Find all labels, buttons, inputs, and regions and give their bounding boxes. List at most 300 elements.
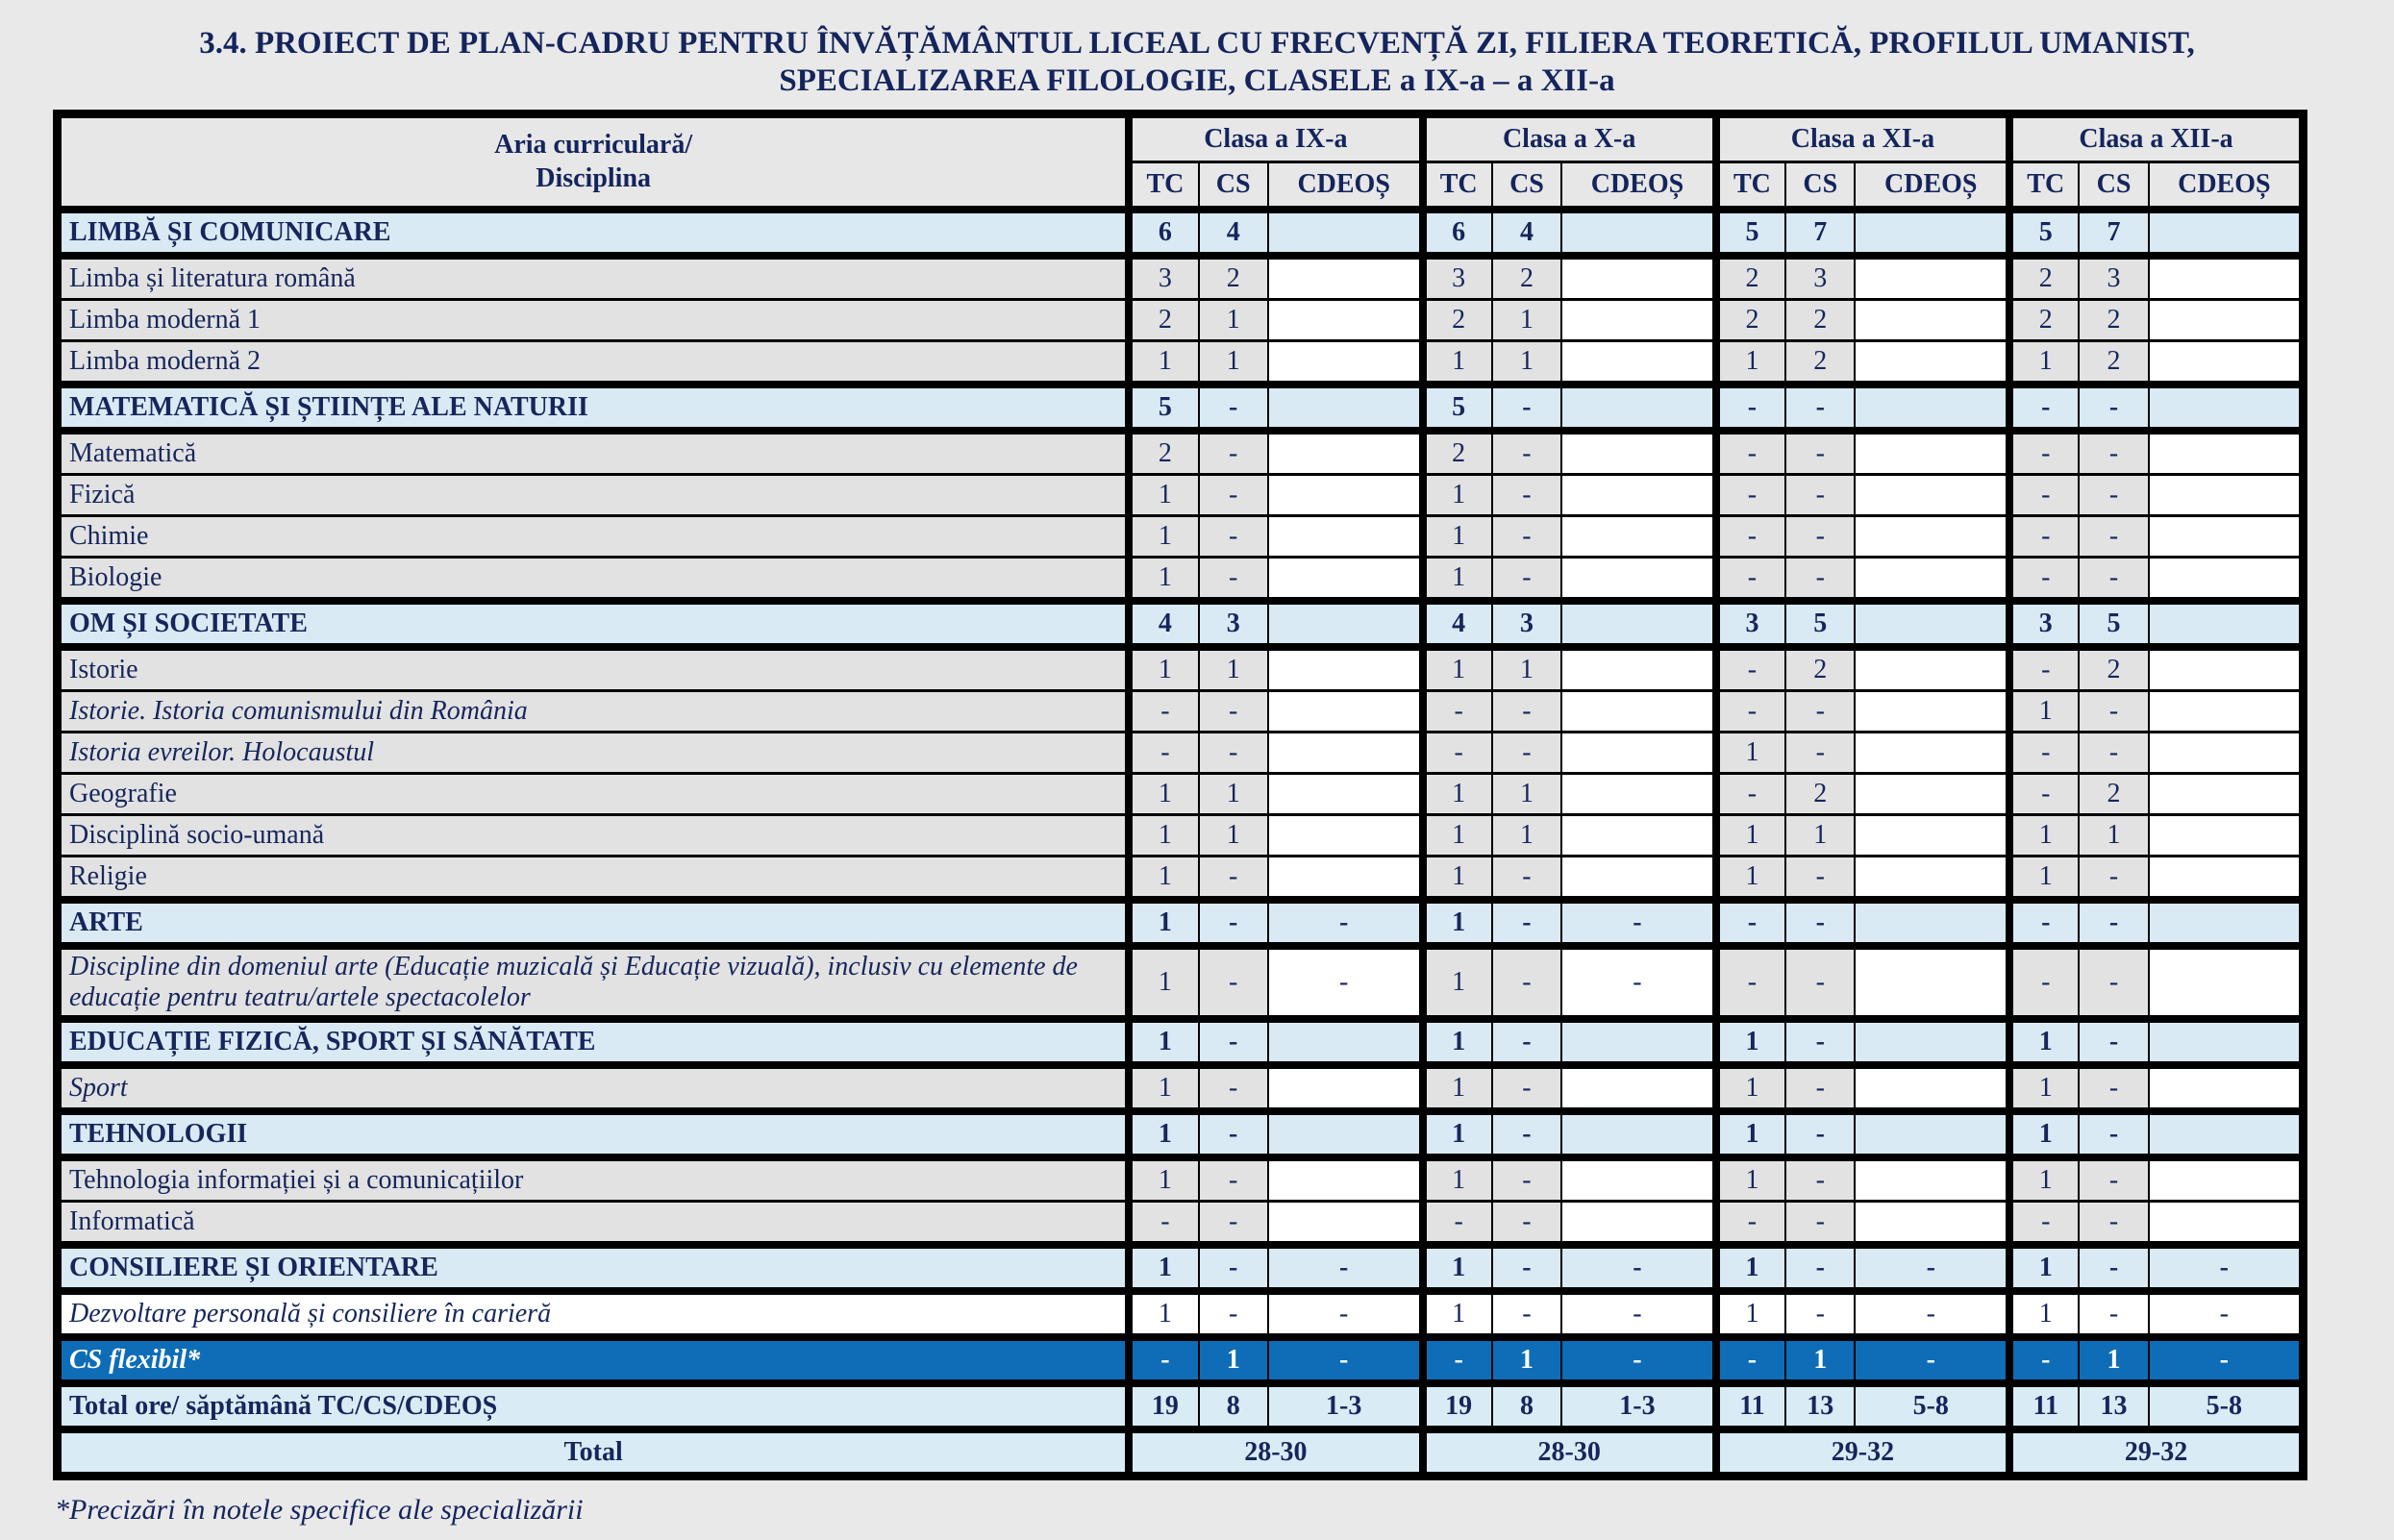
row-label: Limba modernă 2 (58, 340, 1130, 385)
row-label: Istorie. Istoria comunismului din România (58, 690, 1130, 732)
table-row (58, 515, 2304, 557)
cell-cdeos (1561, 1019, 1716, 1065)
table-row (58, 900, 2304, 946)
cell-cdeos (2149, 515, 2304, 557)
cell-cdeos (1855, 557, 2009, 601)
cell-tc: 2 (1423, 431, 1492, 475)
cell-cs: 5 (2079, 601, 2148, 647)
table-row (58, 773, 2304, 814)
cell-cdeos (2149, 773, 2304, 814)
cell-cs: - (1199, 1157, 1268, 1202)
cell-cdeos (1855, 1201, 2009, 1245)
cell-cdeos (2149, 647, 2304, 691)
cell-cs: - (1199, 856, 1268, 900)
cell-cdeos (1855, 210, 2009, 256)
cell-tc: - (1716, 474, 1785, 515)
cell-cs: - (2079, 557, 2148, 601)
cell-tc: 1 (1716, 1111, 1785, 1157)
cell-tc: 1 (1129, 946, 1198, 1019)
table-row (58, 474, 2304, 515)
cell-cs: - (1199, 1245, 1268, 1291)
cell-cs: - (1492, 1245, 1561, 1291)
cell-cs: - (1785, 1291, 1855, 1337)
cell-cdeos (1561, 1157, 1716, 1202)
cell-cs: - (1785, 1157, 1855, 1202)
row-label: Chimie (58, 515, 1130, 557)
cell-tc: - (1423, 1201, 1492, 1245)
cell-tc: 1 (1716, 1019, 1785, 1065)
cell-cdeos: - (2149, 1291, 2304, 1337)
cell-cdeos (1561, 210, 1716, 256)
cell-cs: - (1785, 856, 1855, 900)
cell-tc: 2 (1423, 299, 1492, 340)
cell-cdeos: - (1268, 1337, 1423, 1383)
row-label: CS flexibil* (58, 1337, 1130, 1383)
cell-tc: 5 (1423, 385, 1492, 431)
cell-tc: - (1716, 1201, 1785, 1245)
cell-cdeos: - (1855, 1291, 2009, 1337)
cell-total: 28-30 (1423, 1429, 1716, 1477)
cell-cs: - (1492, 515, 1561, 557)
cell-total: 29-32 (2009, 1429, 2303, 1477)
cell-tc: 1 (2009, 856, 2079, 900)
cell-tc: 1 (1716, 814, 1785, 856)
cell-cs: 1 (1785, 1337, 1855, 1383)
cell-tc: 1 (1716, 1245, 1785, 1291)
table-row (58, 1201, 2304, 1245)
cell-tc: 1 (2009, 690, 2079, 732)
cell-cdeos (1268, 1157, 1423, 1202)
cell-tc: 1 (1716, 1157, 1785, 1202)
cell-cs: - (1492, 900, 1561, 946)
cell-tc: 3 (1129, 256, 1198, 300)
cell-tc: 1 (1423, 647, 1492, 691)
cell-cdeos (1268, 732, 1423, 773)
cell-tc: 2 (1716, 299, 1785, 340)
cell-tc: 19 (1423, 1383, 1492, 1429)
cell-tc: 1 (1129, 773, 1198, 814)
cell-tc: - (1716, 385, 1785, 431)
cell-cdeos (1855, 773, 2009, 814)
cell-cdeos (1855, 690, 2009, 732)
cell-tc: 6 (1423, 210, 1492, 256)
cell-tc: - (1129, 1201, 1198, 1245)
cell-cs: - (1492, 690, 1561, 732)
cell-cs: - (2079, 1019, 2148, 1065)
cell-cs: - (1785, 1019, 1855, 1065)
cell-cs: - (1199, 1201, 1268, 1245)
cell-tc: - (2009, 900, 2079, 946)
cell-cs: - (1785, 431, 1855, 475)
cell-cs: 3 (2079, 256, 2148, 300)
header-subcol-tc: TC (1423, 161, 1492, 210)
cell-tc: - (2009, 946, 2079, 1019)
cell-tc: - (2009, 1201, 2079, 1245)
cell-cdeos (1855, 1157, 2009, 1202)
cell-cdeos (1561, 690, 1716, 732)
cell-cdeos (2149, 557, 2304, 601)
cell-tc: - (2009, 1337, 2079, 1383)
cell-cs: 1 (1492, 299, 1561, 340)
cell-cs: - (2079, 1291, 2148, 1337)
cell-cs: - (1199, 515, 1268, 557)
cell-tc: - (1716, 647, 1785, 691)
cell-tc: - (1716, 690, 1785, 732)
cell-cs: 2 (1785, 647, 1855, 691)
row-label: Sport (58, 1065, 1130, 1111)
cell-tc: 1 (1129, 1157, 1198, 1202)
row-label: Total ore/ săptămână TC/CS/CDEOȘ (58, 1383, 1130, 1429)
table-row (58, 340, 2304, 385)
cell-cs: - (2079, 431, 2148, 475)
cell-cdeos (1268, 385, 1423, 431)
row-label: Religie (58, 856, 1130, 900)
table-row (58, 601, 2304, 647)
table-body (58, 210, 2304, 1477)
cell-cdeos: - (2149, 1337, 2304, 1383)
cell-tc: - (1129, 690, 1198, 732)
cell-cs: - (1785, 690, 1855, 732)
header-area-line2: Disciplina (536, 163, 652, 194)
cell-cs: - (2079, 1065, 2148, 1111)
cell-cs: - (1199, 557, 1268, 601)
page-title-line2: SPECIALIZAREA FILOLOGIE, CLASELE a IX-a – a XII-a (779, 62, 1615, 98)
cell-tc: - (1716, 431, 1785, 475)
cell-cs: - (2079, 900, 2148, 946)
header-subcol-cdeoș: CDEOȘ (1855, 161, 2009, 210)
header-subcol-cdeoș: CDEOȘ (1561, 161, 1716, 210)
header-subcol-cs: CS (2079, 161, 2148, 210)
row-label: LIMBĂ ȘI COMUNICARE (58, 210, 1130, 256)
header-clasa-xi: Clasa a XI-a (1716, 113, 2009, 161)
row-label: Discipline din domeniul arte (Educație muzicală și Educație vizuală), inclusiv cu elemente de educație pentru teatru/artele spectacolelor (58, 946, 1130, 1019)
cell-cdeos (2149, 732, 2304, 773)
cell-cdeos (2149, 690, 2304, 732)
cell-tc: - (1716, 557, 1785, 601)
cell-cs: - (2079, 946, 2148, 1019)
cell-tc: - (2009, 385, 2079, 431)
cell-cdeos (1855, 431, 2009, 475)
cell-tc: - (1716, 946, 1785, 1019)
cell-cdeos (2149, 1111, 2304, 1157)
row-label: MATEMATICĂ ȘI ȘTIINȚE ALE NATURII (58, 385, 1130, 431)
cell-cs: 1 (1492, 814, 1561, 856)
cell-cs: - (1492, 1111, 1561, 1157)
cell-cs: - (1785, 474, 1855, 515)
cell-cs: 13 (1785, 1383, 1855, 1429)
cell-tc: 1 (1129, 474, 1198, 515)
cell-cdeos (1268, 601, 1423, 647)
cell-cdeos: - (1561, 946, 1716, 1019)
header-subcol-tc: TC (1716, 161, 1785, 210)
table-row (58, 1157, 2304, 1202)
cell-tc: 4 (1129, 601, 1198, 647)
cell-tc: 1 (1423, 946, 1492, 1019)
cell-cs: 2 (2079, 340, 2148, 385)
cell-cs: 3 (1199, 601, 1268, 647)
cell-cdeos (2149, 1201, 2304, 1245)
cell-tc: 1 (1716, 732, 1785, 773)
table-row (58, 856, 2304, 900)
cell-cs: - (2079, 1245, 2148, 1291)
cell-tc: 1 (1129, 900, 1198, 946)
cell-cdeos (1561, 647, 1716, 691)
table-row (58, 1019, 2304, 1065)
cell-cdeos (1561, 385, 1716, 431)
cell-cs: - (1785, 1111, 1855, 1157)
cell-tc: 1 (1129, 856, 1198, 900)
cell-cs: 3 (1492, 601, 1561, 647)
cell-cs: - (1785, 732, 1855, 773)
table-row (58, 256, 2304, 300)
table-row (58, 299, 2304, 340)
cell-cs: 2 (2079, 299, 2148, 340)
row-label: Geografie (58, 773, 1130, 814)
cell-cdeos (1268, 647, 1423, 691)
table-row (58, 431, 2304, 475)
cell-cdeos (1855, 732, 2009, 773)
cell-tc: 1 (1716, 1065, 1785, 1111)
row-label: ARTE (58, 900, 1130, 946)
cell-tc: 19 (1129, 1383, 1198, 1429)
cell-cs: - (1492, 1201, 1561, 1245)
cell-cdeos (1561, 431, 1716, 475)
cell-cdeos (1855, 474, 2009, 515)
header-clasa-xii: Clasa a XII-a (2009, 113, 2303, 161)
cell-tc: 1 (1423, 557, 1492, 601)
cell-cdeos (1268, 690, 1423, 732)
cell-cdeos (2149, 299, 2304, 340)
row-label: OM ȘI SOCIETATE (58, 601, 1130, 647)
cell-cdeos (1855, 256, 2009, 300)
row-label: Biologie (58, 557, 1130, 601)
cell-tc: 1 (1129, 557, 1198, 601)
cell-cdeos: - (1561, 900, 1716, 946)
header-subcol-tc: TC (1129, 161, 1198, 210)
cell-cdeos (1855, 515, 2009, 557)
cell-cdeos (2149, 814, 2304, 856)
cell-cdeos (1855, 647, 2009, 691)
cell-tc: 2 (2009, 256, 2079, 300)
cell-cdeos (2149, 474, 2304, 515)
cell-cdeos (1268, 210, 1423, 256)
cell-tc: 1 (2009, 1291, 2079, 1337)
cell-cdeos (1268, 340, 1423, 385)
cell-cdeos (1561, 773, 1716, 814)
cell-tc: - (1716, 773, 1785, 814)
cell-cs: - (1199, 474, 1268, 515)
cell-tc: 1 (1129, 1291, 1198, 1337)
cell-cs: 3 (1785, 256, 1855, 300)
table-row (58, 814, 2304, 856)
cell-cs: 8 (1199, 1383, 1268, 1429)
cell-tc: 1 (1423, 515, 1492, 557)
table-header (58, 113, 2304, 210)
cell-tc: 1 (1423, 1065, 1492, 1111)
header-area-disciplina (58, 113, 1130, 210)
cell-cs: 13 (2079, 1383, 2148, 1429)
curriculum-table (53, 110, 2307, 1480)
cell-cdeos: - (1268, 1245, 1423, 1291)
cell-cs: - (1199, 732, 1268, 773)
cell-cs: 1 (2079, 814, 2148, 856)
cell-cdeos: - (1268, 900, 1423, 946)
cell-cs: - (2079, 690, 2148, 732)
row-label: Limba și literatura română (58, 256, 1130, 300)
row-label: Istorie (58, 647, 1130, 691)
cell-cs: 1 (1199, 814, 1268, 856)
cell-cs: - (1785, 900, 1855, 946)
cell-cs: 1 (1492, 647, 1561, 691)
cell-tc: 1 (1129, 1111, 1198, 1157)
cell-tc: 6 (1129, 210, 1198, 256)
cell-cs: - (1492, 1291, 1561, 1337)
cell-cdeos: - (2149, 1245, 2304, 1291)
cell-tc: 1 (2009, 1157, 2079, 1202)
cell-tc: 1 (1423, 340, 1492, 385)
cell-cdeos: - (1561, 1337, 1716, 1383)
table-row (58, 1245, 2304, 1291)
row-label: Total (58, 1429, 1130, 1477)
cell-cdeos (2149, 601, 2304, 647)
cell-cs: 4 (1492, 210, 1561, 256)
header-clasa-ix: Clasa a IX-a (1129, 113, 1422, 161)
header-subcol-tc: TC (2009, 161, 2079, 210)
cell-cdeos (1561, 515, 1716, 557)
cell-tc: 1 (1423, 1111, 1492, 1157)
cell-tc: - (2009, 732, 2079, 773)
cell-tc: 1 (1423, 814, 1492, 856)
cell-cdeos: - (1561, 1291, 1716, 1337)
footnote: *Precizări în notele specifice ale specializării (55, 1493, 584, 1526)
cell-cdeos (1268, 814, 1423, 856)
cell-cdeos (1268, 1019, 1423, 1065)
cell-cdeos (1855, 385, 2009, 431)
cell-cdeos (1855, 1065, 2009, 1111)
cell-tc: 1 (2009, 1245, 2079, 1291)
cell-tc: 1 (1423, 900, 1492, 946)
cell-cdeos (1268, 299, 1423, 340)
cell-cs: - (1199, 1111, 1268, 1157)
cell-cs: - (2079, 474, 2148, 515)
table-row (58, 1383, 2304, 1429)
cell-cs: 2 (1785, 299, 1855, 340)
row-label: Limba modernă 1 (58, 299, 1130, 340)
cell-cs: - (1785, 1201, 1855, 1245)
cell-cs: 1 (1492, 340, 1561, 385)
cell-cs: 2 (1199, 256, 1268, 300)
cell-cdeos (1855, 1111, 2009, 1157)
cell-cs: - (2079, 732, 2148, 773)
cell-cdeos (2149, 1019, 2304, 1065)
cell-tc: 1 (1129, 814, 1198, 856)
cell-cs: - (1199, 385, 1268, 431)
cell-cdeos (2149, 385, 2304, 431)
cell-cs: 1 (1785, 814, 1855, 856)
cell-cdeos (1561, 856, 1716, 900)
cell-cs: 8 (1492, 1383, 1561, 1429)
cell-tc: 1 (1423, 773, 1492, 814)
cell-cdeos (1561, 1111, 1716, 1157)
cell-cs: - (1199, 900, 1268, 946)
row-label: Matematică (58, 431, 1130, 475)
cell-tc: - (2009, 515, 2079, 557)
cell-cs: - (1492, 856, 1561, 900)
cell-cdeos (1268, 431, 1423, 475)
cell-cs: 2 (2079, 647, 2148, 691)
cell-cs: 2 (1785, 340, 1855, 385)
cell-cdeos (2149, 431, 2304, 475)
cell-tc: - (1423, 690, 1492, 732)
cell-cdeos (1268, 856, 1423, 900)
cell-tc: - (2009, 647, 2079, 691)
cell-cdeos (2149, 340, 2304, 385)
cell-cs: 1 (1199, 647, 1268, 691)
cell-tc: 11 (2009, 1383, 2079, 1429)
table-row (58, 557, 2304, 601)
cell-tc: 1 (1423, 1157, 1492, 1202)
cell-cdeos (1561, 1065, 1716, 1111)
cell-cdeos: - (1268, 1291, 1423, 1337)
header-subcol-cs: CS (1492, 161, 1561, 210)
cell-cs: - (2079, 1111, 2148, 1157)
cell-cdeos: - (1855, 1245, 2009, 1291)
table-row (58, 1111, 2304, 1157)
table-row (58, 210, 2304, 256)
cell-tc: 3 (1716, 601, 1785, 647)
cell-cdeos (1268, 474, 1423, 515)
cell-cs: 1 (1199, 340, 1268, 385)
cell-cdeos (1561, 299, 1716, 340)
cell-cs: - (2079, 1157, 2148, 1202)
cell-cs: - (1492, 385, 1561, 431)
row-label: EDUCAȚIE FIZICĂ, SPORT ȘI SĂNĂTATE (58, 1019, 1130, 1065)
cell-cs: - (1492, 557, 1561, 601)
row-label: CONSILIERE ȘI ORIENTARE (58, 1245, 1130, 1291)
cell-tc: - (1129, 1337, 1198, 1383)
cell-tc: 2 (1716, 256, 1785, 300)
cell-cdeos: - (1561, 1245, 1716, 1291)
cell-cs: - (1492, 431, 1561, 475)
cell-cs: 1 (2079, 1337, 2148, 1383)
cell-tc: 5 (1129, 385, 1198, 431)
cell-cdeos (2149, 256, 2304, 300)
cell-cs: - (1492, 1065, 1561, 1111)
cell-cdeos (1561, 732, 1716, 773)
cell-cs: - (1199, 431, 1268, 475)
cell-total: 28-30 (1129, 1429, 1422, 1477)
cell-cdeos: 1-3 (1561, 1383, 1716, 1429)
cell-cs: 1 (1199, 1337, 1268, 1383)
cell-tc: 2 (2009, 299, 2079, 340)
cell-cs: 2 (1785, 773, 1855, 814)
table-row (58, 1429, 2304, 1477)
cell-cdeos: 5-8 (1855, 1383, 2009, 1429)
cell-tc: - (1716, 1337, 1785, 1383)
cell-cs: - (1785, 1245, 1855, 1291)
cell-cdeos (2149, 1065, 2304, 1111)
cell-cdeos (2149, 946, 2304, 1019)
cell-cdeos (1561, 340, 1716, 385)
cell-tc: - (1423, 732, 1492, 773)
cell-tc: 5 (1716, 210, 1785, 256)
cell-tc: 1 (1716, 1291, 1785, 1337)
header-subcol-cs: CS (1199, 161, 1268, 210)
cell-cs: 1 (1492, 773, 1561, 814)
cell-cs: 4 (1199, 210, 1268, 256)
table-row (58, 1065, 2304, 1111)
cell-tc: 1 (1129, 515, 1198, 557)
